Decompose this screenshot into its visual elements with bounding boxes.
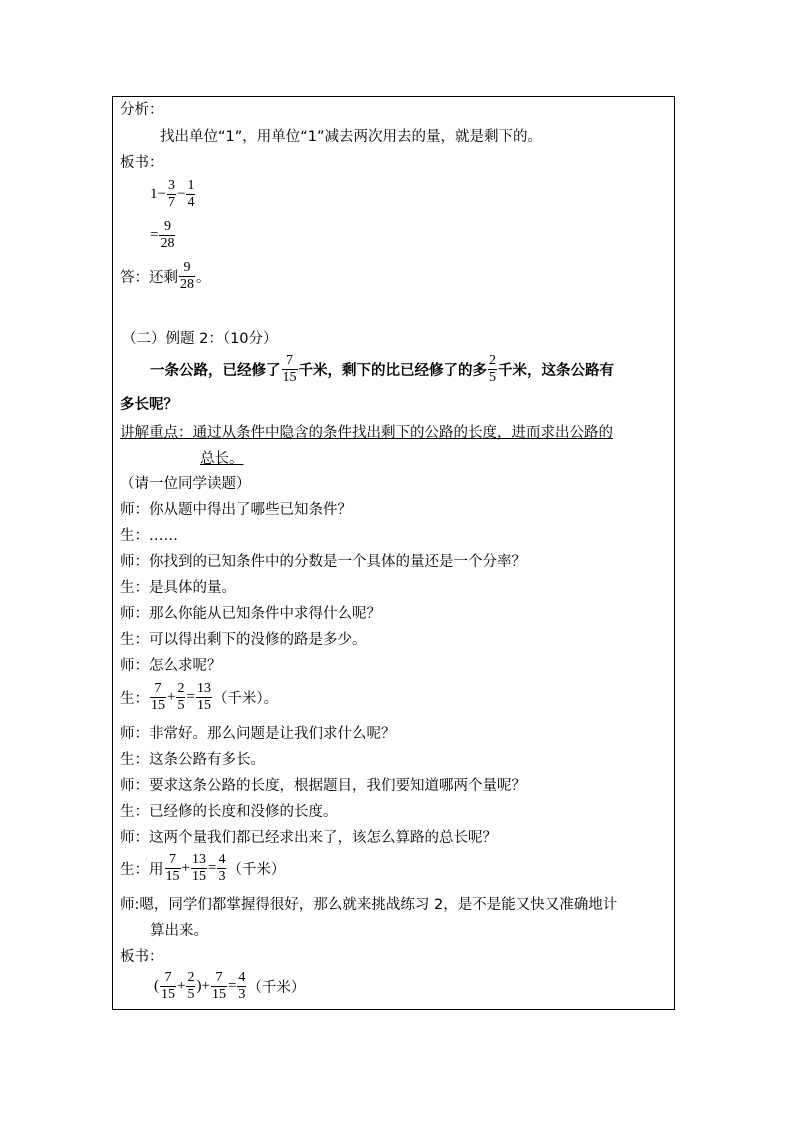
dialogue-line: 生：…… (120, 528, 178, 544)
key-point-line-2: 总长。 (200, 451, 244, 467)
board-heading-1: 板书： (120, 155, 164, 171)
closing-line-2: 算出来。 (150, 923, 208, 939)
fraction: $\frac{7}{15}$ (211, 970, 226, 1002)
minus-sign: − (157, 186, 166, 202)
closing-line-1: 师:嗯，同学们都掌握得很好，那么就来挑战练习 2，是不是能又快又准确地计 (120, 897, 618, 913)
dialogue-line: 师：怎么求呢？ (120, 658, 222, 674)
fraction: $\frac{9}{28}$ (180, 260, 194, 292)
calculation-1: 生： $\frac{7}{15}$ + $\frac{2}{5}$ = $\frac{13}{15}$ （千米）。 (120, 681, 279, 713)
dialogue-line: （请一位同学读题） (120, 476, 251, 492)
example-2-problem-line-1: 一条公路，已经修了 $\frac{7}{15}$ 千米，剩下的比已经修了的多 $\frac{2}{5}$ 千米，这条公路有 (150, 353, 614, 385)
fraction: $\frac{7}{15}$ (282, 353, 297, 385)
fraction: $\frac{2}{5}$ (187, 970, 195, 1002)
dialogue-line: 生：已经修的长度和没修的长度。 (120, 804, 338, 820)
fraction: $\frac{7}{15}$ (151, 681, 165, 713)
equals-sign: = (150, 227, 159, 243)
answer-suffix: 。 (196, 270, 211, 286)
fraction: $\frac{9}{28}$ (160, 219, 175, 251)
fraction: $\frac{3}{7}$ (167, 178, 175, 210)
answer-1 (120, 260, 211, 293)
dialogue-line: 师：非常好。那么问题是让我们求什么呢？ (120, 726, 396, 742)
minus-sign: − (176, 186, 186, 202)
number-one: 1 (150, 186, 158, 202)
fraction: $\frac{7}{15}$ (165, 852, 180, 884)
analysis-heading: 分析： (120, 102, 164, 118)
fraction: $\frac{7}{15}$ (161, 970, 175, 1002)
fraction: $\frac{4}{3}$ (218, 852, 226, 884)
example-2-problem-line-2: 多长呢？ (120, 397, 178, 413)
analysis-text: 找出单位“1”，用单位“1”减去两次用去的量，就是剩下的。 (160, 129, 542, 145)
dialogue-line: 师：这两个量我们都已经求出来了，该怎么算路的总长呢？ (120, 830, 497, 846)
example-2-title: （二）例题 2：（10分） (122, 331, 278, 347)
answer-prefix: 答：还剩 (120, 270, 178, 286)
board-expression-1 (150, 178, 196, 211)
board-expression-2: ( $\frac{7}{15}$ + $\frac{2}{5}$ )+ $\frac{7}{15}$ = $\frac{4}{3}$ （千米） (154, 970, 306, 1002)
dialogue-line: 师：要求这条公路的长度，根据题目，我们要知道哪两个量呢？ (120, 778, 526, 794)
key-point-line-1: 讲解重点：通过从条件中隐含的条件找出剩下的公路的长度，进而求出公路的 (120, 425, 613, 441)
dialogue-line: 师：那么你能从已知条件中求得什么呢？ (120, 606, 381, 622)
board-result-1 (150, 219, 176, 252)
dialogue-line: 生：这条公路有多长。 (120, 752, 265, 768)
fraction: $\frac{2}{5}$ (177, 681, 185, 713)
dialogue-line: 生：可以得出剩下的没修的路是多少。 (120, 632, 367, 648)
fraction: $\frac{4}{3}$ (238, 970, 246, 1002)
fraction: $\frac{13}{15}$ (196, 681, 211, 713)
calculation-2: 生：用 $\frac{7}{15}$ + $\frac{13}{15}$ = $\frac{4}{3}$ （千米） (120, 852, 286, 884)
fraction: $\frac{13}{15}$ (191, 852, 206, 884)
dialogue-line: 师：你找到的已知条件中的分数是一个具体的量还是一个分率？ (120, 554, 526, 570)
board-heading-2: 板书： (120, 949, 164, 965)
dialogue-line: 师：你从题中得出了哪些已知条件？ (120, 502, 352, 518)
fraction: $\frac{2}{5}$ (489, 353, 496, 385)
dialogue-line: 生：是具体的量。 (120, 580, 236, 596)
fraction: $\frac{1}{4}$ (187, 178, 195, 210)
